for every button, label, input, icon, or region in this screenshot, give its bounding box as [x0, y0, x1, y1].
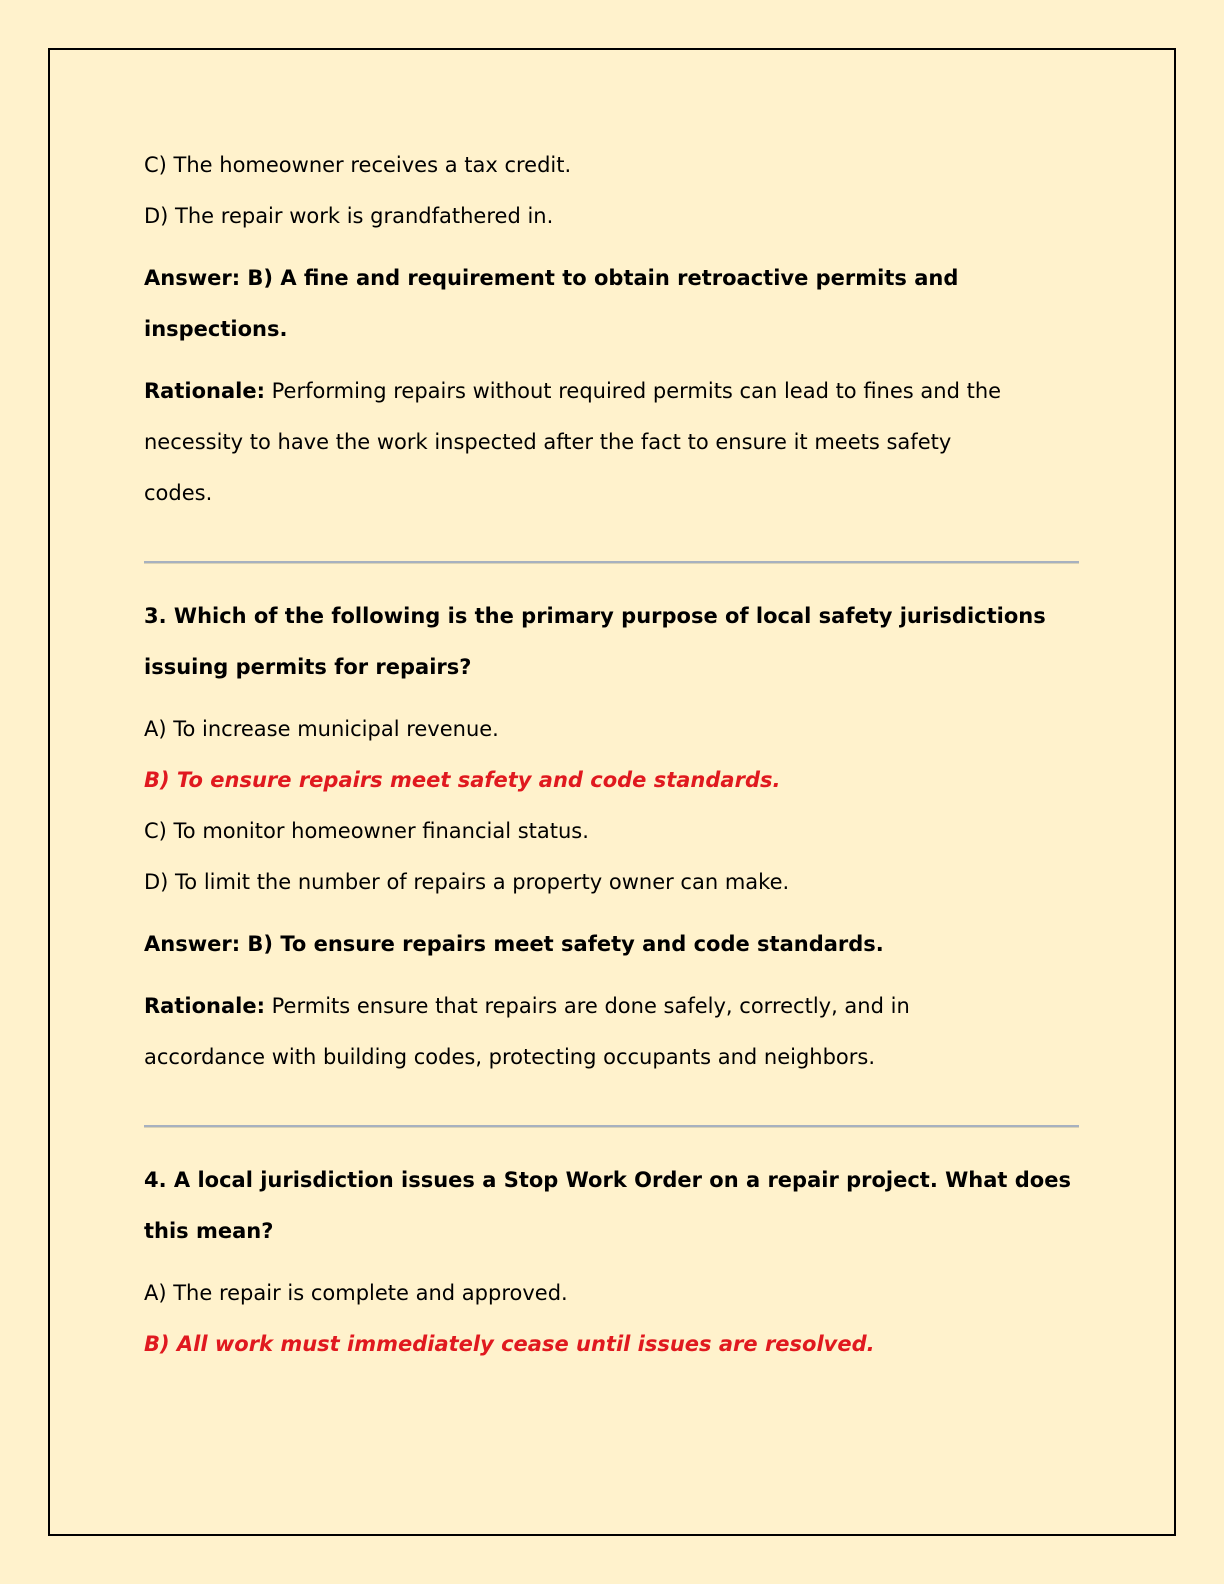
- question-text: 3. Which of the following is the primary purpose of local safety jurisdictions: [144, 604, 1046, 628]
- rationale-line: accordance with building codes, protecting occupants and neighbors.: [144, 1045, 876, 1069]
- rationale-line: [144, 366, 1079, 417]
- option-a: A) To increase municipal revenue.: [144, 717, 499, 741]
- section-divider: [144, 1125, 1079, 1128]
- rationale-line: necessity to have the work inspected after the fact to ensure it meets safety: [144, 430, 952, 454]
- section-divider: [144, 561, 1079, 564]
- question-3: [144, 591, 1079, 1083]
- rationale-text: Permits ensure that repairs are done safely, correctly, and in: [264, 994, 910, 1018]
- rationale-label: Rationale:: [144, 379, 265, 403]
- question-4: [144, 1155, 1079, 1370]
- rationale-line: [144, 981, 1079, 1032]
- option-b-correct: B) To ensure repairs meet safety and code standards.: [144, 768, 781, 792]
- option-c: C) To monitor homeowner financial status.: [144, 819, 589, 843]
- question-text: this mean?: [144, 1219, 274, 1243]
- answer-line: inspections.: [144, 317, 288, 341]
- answer-line: Answer: B) To ensure repairs meet safety and code standards.: [144, 932, 884, 956]
- option-c: C) The homeowner receives a tax credit.: [144, 153, 572, 177]
- rationale-line: codes.: [144, 481, 213, 505]
- option-a: A) The repair is complete and approved.: [144, 1281, 568, 1305]
- question-text: issuing permits for repairs?: [144, 655, 472, 679]
- answer-line: Answer: B) A fine and requirement to obtain retroactive permits and: [144, 266, 959, 290]
- question-2-continued: [144, 140, 1079, 519]
- page-content: [144, 140, 1079, 1370]
- rationale-text: Performing repairs without required permits can lead to fines and the: [264, 379, 1002, 403]
- option-d: D) To limit the number of repairs a property owner can make.: [144, 870, 790, 894]
- option-d: D) The repair work is grandfathered in.: [144, 204, 554, 228]
- option-b-correct: B) All work must immediately cease until issues are resolved.: [144, 1332, 875, 1356]
- rationale-label: Rationale:: [144, 994, 265, 1018]
- question-text: 4. A local jurisdiction issues a Stop Work Order on a repair project. What does: [144, 1168, 1071, 1192]
